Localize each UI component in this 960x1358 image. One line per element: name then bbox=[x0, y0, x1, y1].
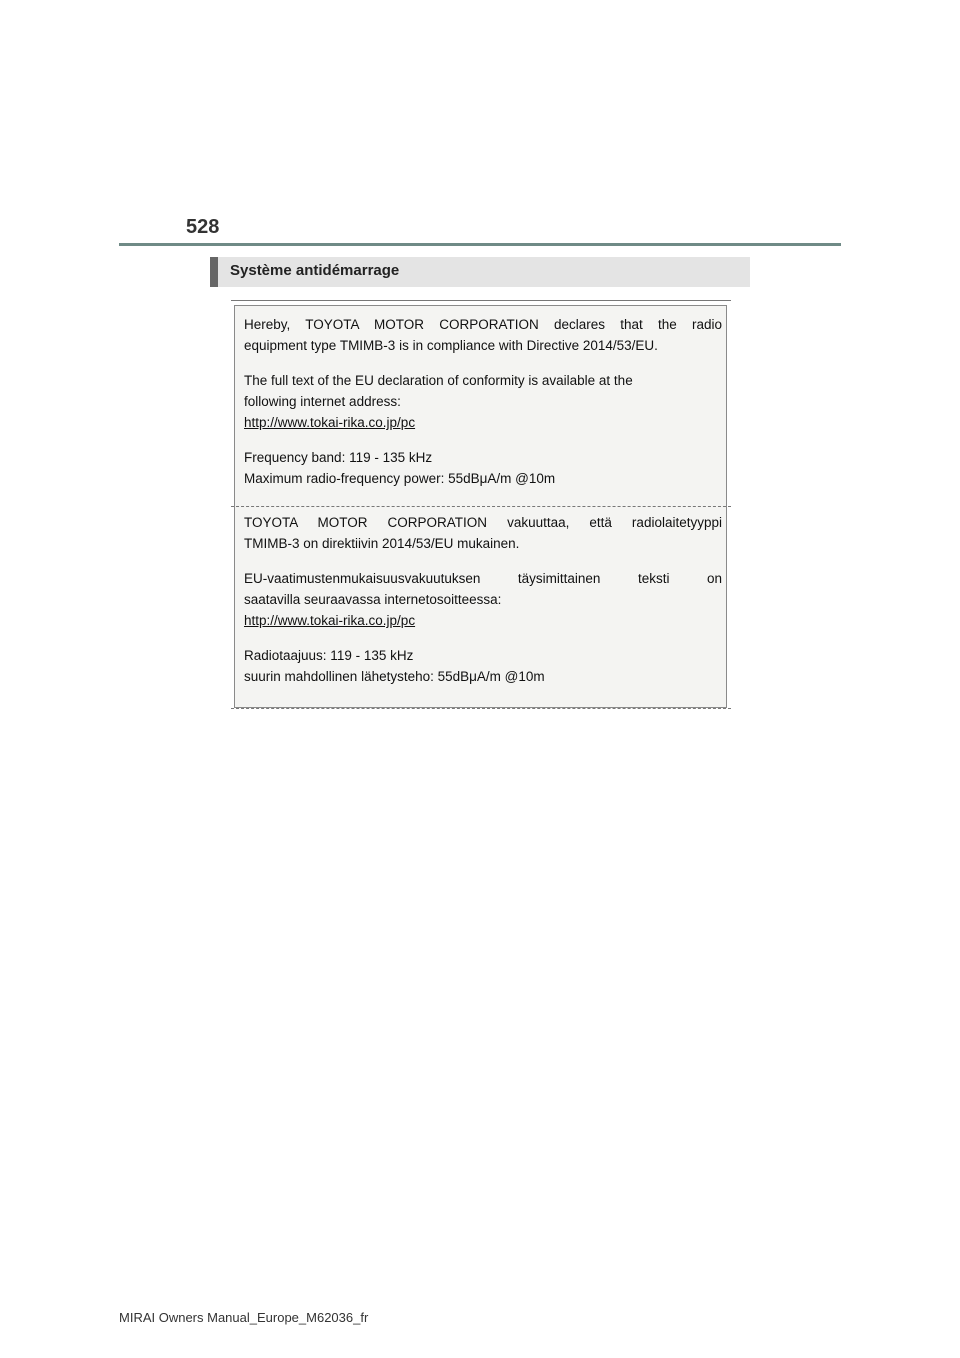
en-frequency-band: Frequency band: 119 - 135 kHz bbox=[244, 450, 433, 465]
fi-frequency-band: Radiotaajuus: 119 - 135 kHz bbox=[244, 648, 414, 663]
en-line-2: equipment type TMIMB-3 is in compliance with Directive 2014/53/EU. bbox=[244, 338, 658, 353]
page-footer: MIRAI Owners Manual_Europe_M62036_fr bbox=[119, 1310, 369, 1325]
fi-max-power: suurin mahdollinen lähetysteho: 55dBμA/m @10m bbox=[244, 669, 545, 684]
declaration-image bbox=[234, 305, 727, 708]
en-line-3: The full text of the EU declaration of conformity is available at the bbox=[244, 373, 633, 388]
section-header bbox=[210, 257, 750, 287]
en-max-power: Maximum radio-frequency power: 55dBμA/m @10m bbox=[244, 471, 556, 486]
fi-line-4: saatavilla seuraavassa internetosoitteessa: bbox=[244, 592, 502, 607]
declaration-finnish bbox=[244, 512, 722, 687]
fi-line-3: EU-vaatimustenmukaisuusvakuutuksen täysimittainen teksti on bbox=[244, 571, 722, 586]
language-divider bbox=[231, 506, 731, 507]
top-rule bbox=[231, 300, 731, 301]
page-number: 528 bbox=[186, 216, 220, 238]
header-rule bbox=[119, 243, 841, 246]
en-url-link[interactable]: http://www.tokai-rika.co.jp/pc bbox=[244, 415, 416, 430]
declaration-english bbox=[244, 314, 722, 489]
section-title: Système antidémarrage bbox=[230, 262, 400, 279]
en-line-1: Hereby, TOYOTA MOTOR CORPORATION declares that the radio bbox=[244, 317, 722, 332]
fi-line-2: TMIMB-3 on direktiivin 2014/53/EU mukainen. bbox=[244, 536, 520, 551]
fi-line-1: TOYOTA MOTOR CORPORATION vakuuttaa, että radiolaitetyyppi bbox=[244, 515, 722, 530]
en-line-4: following internet address: bbox=[244, 394, 401, 409]
bottom-rule bbox=[231, 708, 731, 709]
fi-url-link[interactable]: http://www.tokai-rika.co.jp/pc bbox=[244, 613, 416, 628]
